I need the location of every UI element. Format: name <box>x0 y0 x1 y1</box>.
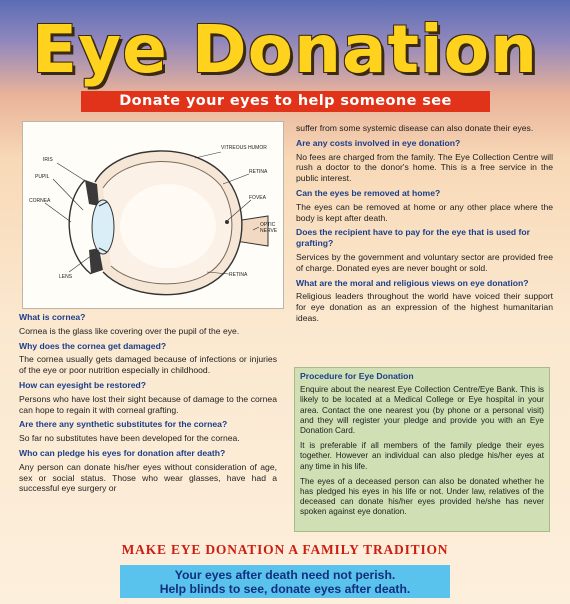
tradition-slogan: MAKE EYE DONATION A FAMILY TRADITION <box>121 542 449 557</box>
question: What are the moral and religious views on eye donation? <box>296 277 529 288</box>
answer-continuation: suffer from some systemic disease can also donate their eyes. <box>296 123 534 133</box>
answer: Religious leaders throughout the world have voiced their support for eye donation as an expression of the highest humanitarian ideas. <box>296 291 553 323</box>
answer: The eyes can be removed at home or any other place where the body is kept after death. <box>296 201 553 223</box>
label-iris: IRIS <box>43 157 53 163</box>
answer: No fees are charged from the family. The Eye Collection Centre will rush a doctor to the donor's home. This is a free service in the public interest. <box>296 151 553 184</box>
procedure-paragraph: It is preferable if all members of the family pledge their eyes together. However an individual can also pledge his/her eyes at any time in his life. <box>300 441 544 471</box>
label-retina-top: RETINA <box>249 169 268 175</box>
question: How can eyesight be restored? <box>19 379 147 390</box>
answer: Persons who have lost their sight because of damage to the cornea can hope to regain it with corneal grafting. <box>19 393 277 415</box>
question: Why does the cornea get damaged? <box>19 340 167 351</box>
vitreous-shape <box>120 184 216 268</box>
question: Are any costs involved in eye donation? <box>296 137 461 148</box>
left-column <box>19 312 277 498</box>
question: What is cornea? <box>19 312 86 322</box>
question: Can the eyes be removed at home? <box>296 187 441 198</box>
label-retina-bottom: RETINA <box>229 272 248 278</box>
fovea-dot <box>225 220 229 224</box>
page-title: Eye Donation <box>31 11 538 88</box>
answer: So far no substitutes have been developed for the cornea. <box>19 433 240 444</box>
label-optic-2: NERVE <box>260 228 278 234</box>
subtitle-banner: Donate your eyes to help someone see <box>81 91 490 112</box>
right-column <box>296 123 553 328</box>
question: Does the recipient have to pay for the eye that is used for grafting? <box>296 227 530 249</box>
footer-line-1: Your eyes after death need not perish. <box>174 568 396 582</box>
label-cornea: CORNEA <box>29 198 51 204</box>
eye-diagram-svg <box>23 122 283 308</box>
footer-slogan-box <box>120 565 450 598</box>
label-optic-1: OPTIC <box>260 222 276 228</box>
label-vitreous: VITREOUS HUMOR <box>221 145 267 151</box>
answer: Cornea is the glass like covering over the pupil of the eye. <box>19 325 240 336</box>
footer-line-2: Help blinds to see, donate eyes after death. <box>159 582 411 596</box>
label-pupil: PUPIL <box>35 174 50 180</box>
answer: Services by the government and voluntary sector are provided free of charge. Donated eyes are never bought or sold. <box>296 251 553 273</box>
procedure-box <box>294 367 550 532</box>
question: Who can pledge his eyes for donation after death? <box>19 447 226 458</box>
eye-anatomy-diagram <box>22 121 284 309</box>
question: Are there any synthetic substitutes for the cornea? <box>19 419 228 430</box>
lens-shape <box>92 200 114 254</box>
procedure-paragraph: The eyes of a deceased person can also be donated whether he has pledged his eyes in his life or not. Under law, relatives of the deceased can donate his/her eyes provided he/she has never spoken against eye donation. <box>300 476 544 517</box>
procedure-title: Procedure for Eye Donation <box>300 371 414 381</box>
label-fovea: FOVEA <box>249 195 266 201</box>
answer: The cornea usually gets damaged because of infections or injuries of the eye or poor nutrition especially in childhood. <box>19 354 277 376</box>
label-lens: LENS <box>59 274 73 280</box>
procedure-paragraph: Enquire about the nearest Eye Collection Centre/Eye Bank. This is likely to be located at a Medical College or Eye hospital in your area. Contact the one nearest you (by phone or a personal visit) and they will register your pledge and provide you with an Eye Donation Card. <box>300 385 544 436</box>
answer: Any person can donate his/her eyes without consideration of age, sex or social status. Those who wear glasses, have had a successful eye surgery or <box>19 461 277 494</box>
